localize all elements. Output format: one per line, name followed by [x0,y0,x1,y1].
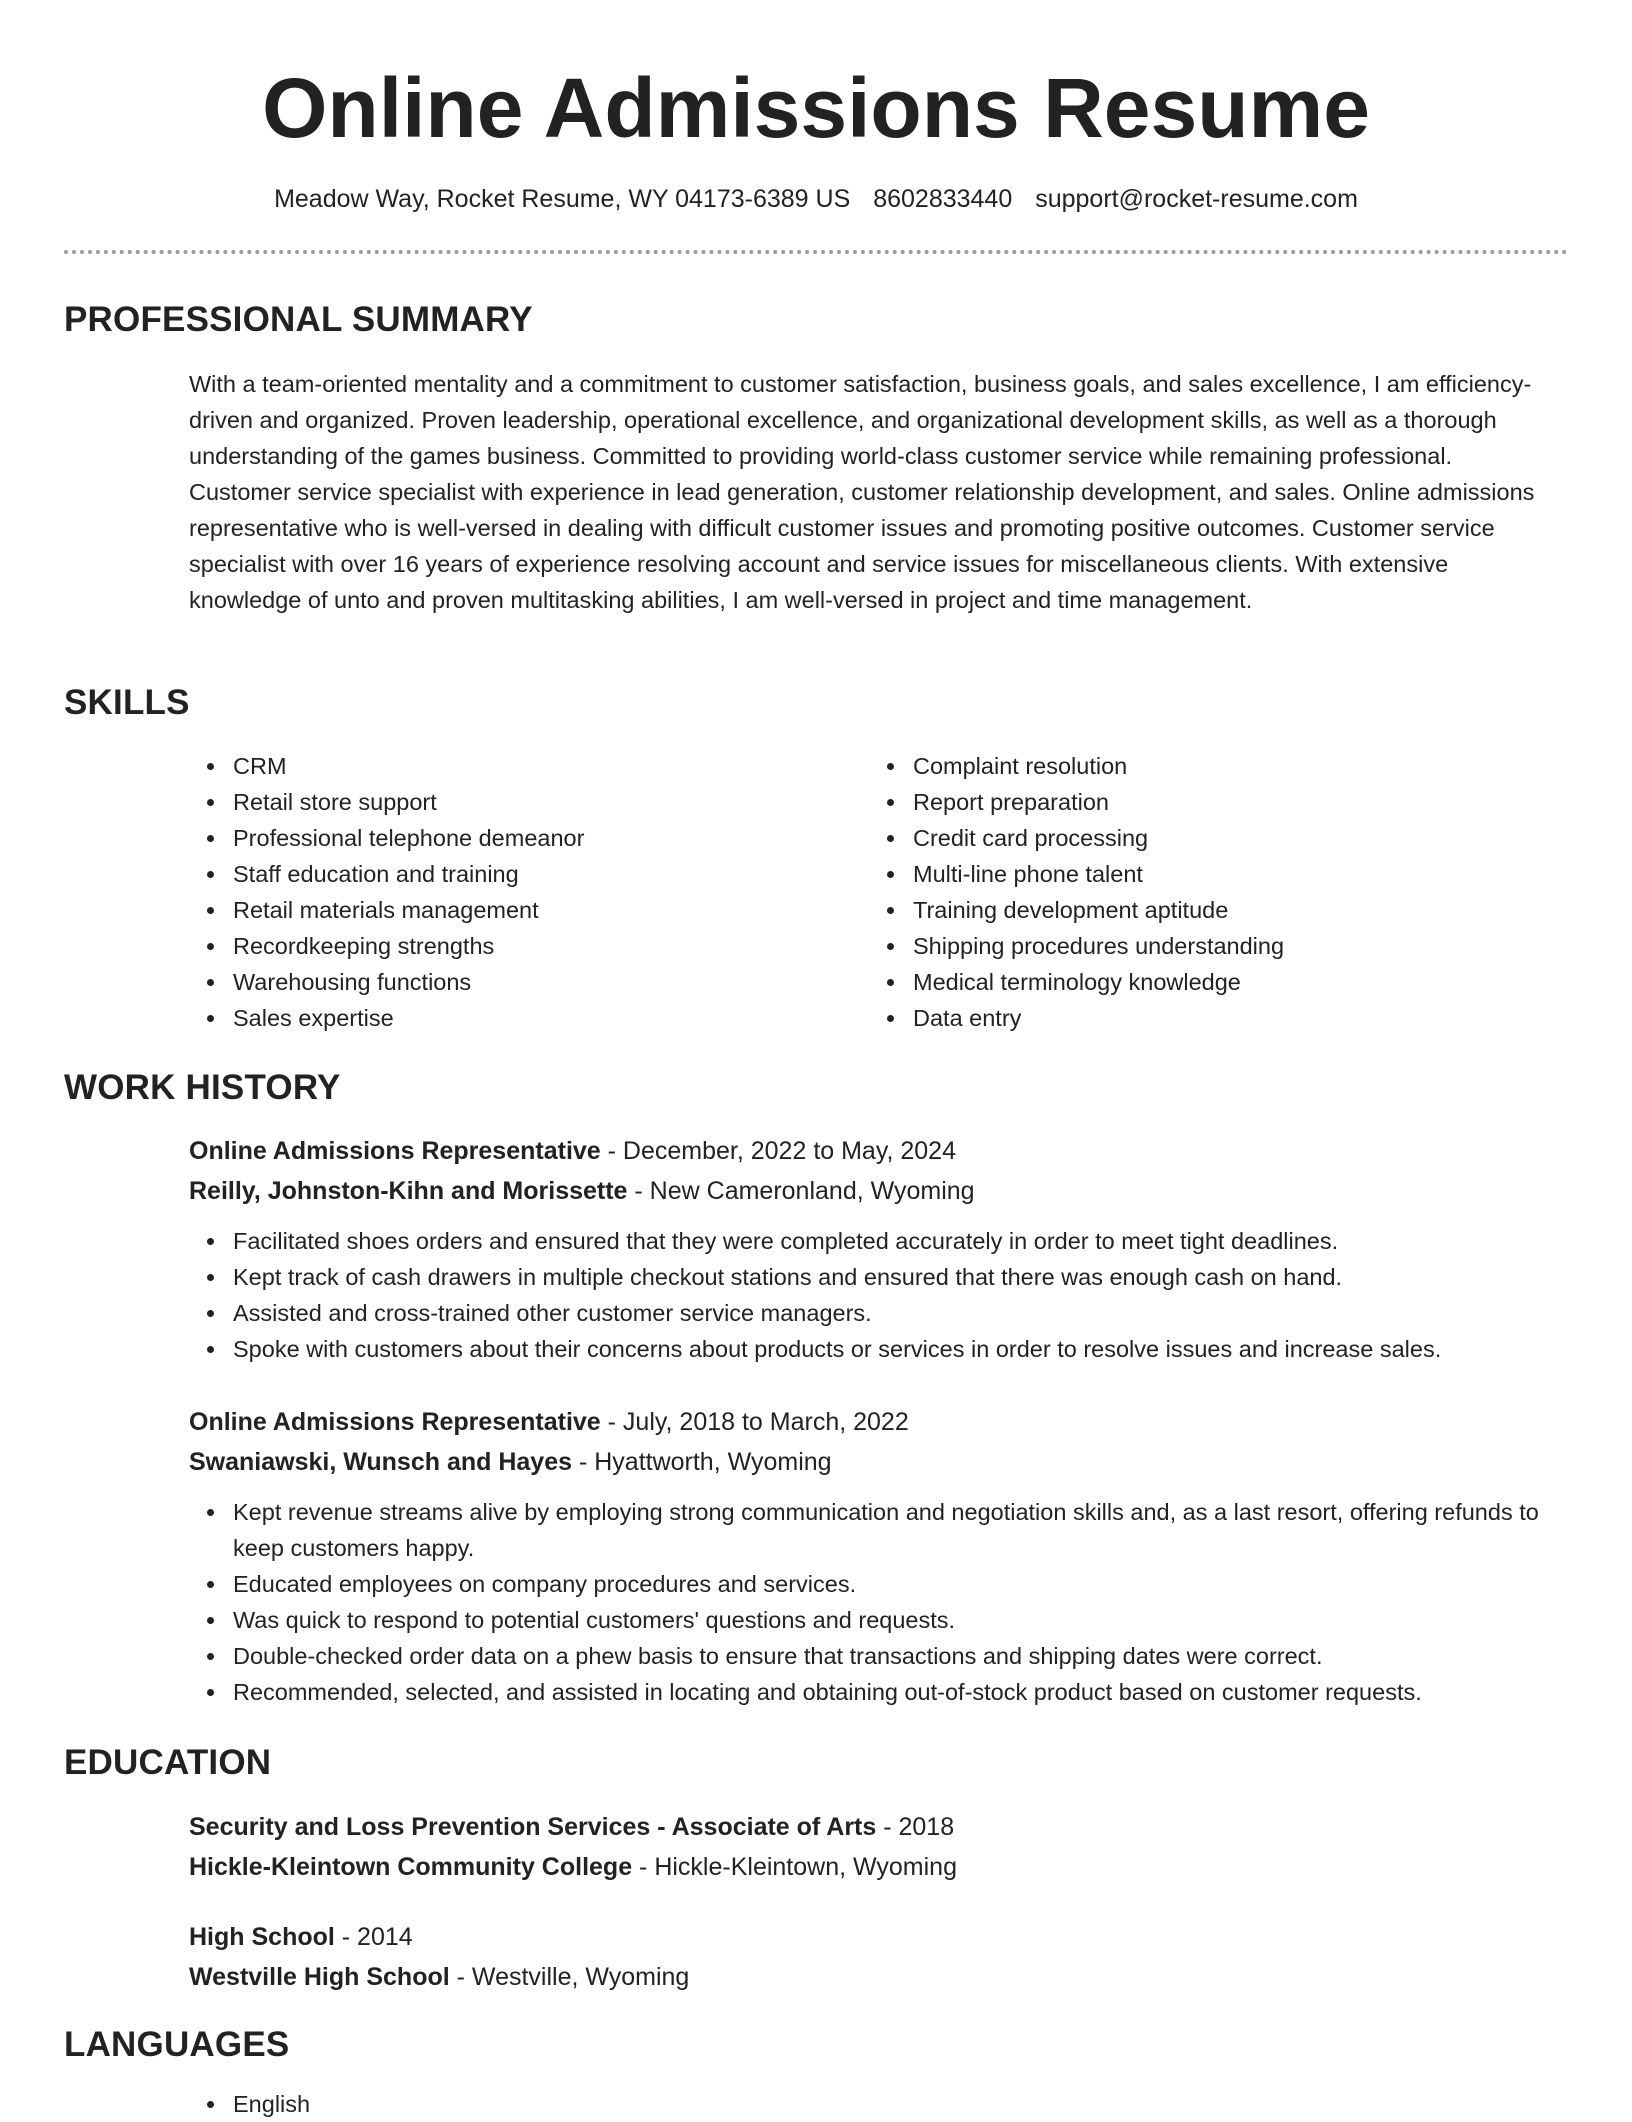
contact-line [0,182,1632,216]
job-title: Online Admissions Representative [189,1137,601,1165]
contact-address: Meadow Way, Rocket Resume, WY 04173-6389 US [274,185,851,213]
skill-item: Report preparation [869,784,1549,820]
work-bullet: Educated employees on company procedures and services. [189,1566,1559,1602]
skills-list [189,748,1559,1036]
summary-text: With a team-oriented mentality and a commitment to customer satisfaction, business goals, and sales excellence, I am efficiency-driven and organized. Proven leadership, operational excellence, and organizational development skills, as well as a thorough understanding of the games business. Committed to providing world-class customer service while remaining professional. Customer service specialist with experience in lead generation, customer relationship development, and sales. Online admissions representative who is well-versed in dealing with difficult customer issues and promoting positive outcomes. Customer service specialist with over 16 years of experience resolving account and service issues for miscellaneous clients. With extensive knowledge of unto and proven multitasking abilities, I am well-versed in project and time management. [189,371,1535,613]
work-entry [189,1402,1569,1710]
education-degree-line [189,1807,1569,1847]
company-name: Swaniawski, Wunsch and Hayes [189,1448,573,1476]
school-location: - Westville, Wyoming [449,1963,690,1991]
school-name: Westville High School [189,1963,450,1991]
contact-email: support@rocket-resume.com [1035,185,1358,213]
work-bullet: Assisted and cross-trained other customer service managers. [189,1295,1559,1331]
work-bullet: Recommended, selected, and assisted in locating and obtaining out-of-stock product based on customer requests. [189,1674,1559,1710]
skill-item: Retail materials management [189,892,869,928]
skill-item: Medical terminology knowledge [869,964,1549,1000]
work-bullets [189,1494,1559,1710]
degree-year: - 2014 [334,1923,413,1951]
skill-item: Data entry [869,1000,1549,1036]
header-divider [64,250,1568,254]
skill-item: Credit card processing [869,820,1549,856]
skill-item: Shipping procedures understanding [869,928,1549,964]
work-title-line [189,1402,1569,1442]
work-bullet: Facilitated shoes orders and ensured that they were completed accurately in order to meet tight deadlines. [189,1223,1559,1259]
degree-year: - 2018 [876,1813,955,1841]
education-entry [189,1917,1569,1997]
skill-item: CRM [189,748,869,784]
skill-item: Professional telephone demeanor [189,820,869,856]
skills-heading: SKILLS [64,683,190,722]
work-bullets [189,1223,1559,1367]
skill-item: Training development aptitude [869,892,1549,928]
skill-item: Staff education and training [189,856,869,892]
work-heading: WORK HISTORY [64,1068,341,1107]
skill-item: Multi-line phone talent [869,856,1549,892]
job-dates: - December, 2022 to May, 2024 [600,1137,956,1165]
work-company-line [189,1442,1569,1482]
degree-name: High School [189,1923,335,1951]
skill-item: Complaint resolution [869,748,1549,784]
company-location: - New Cameronland, Wyoming [627,1177,975,1205]
contact-phone: 8602833440 [873,185,1013,213]
school-location: - Hickle-Kleintown, Wyoming [632,1853,957,1881]
work-bullet: Kept revenue streams alive by employing strong communication and negotiation skills and, as a last resort, offering refunds to keep customers happy. [189,1494,1559,1566]
skill-item: Retail store support [189,784,869,820]
skill-item: Warehousing functions [189,964,869,1000]
education-school-line [189,1847,1569,1887]
skill-item: Recordkeeping strengths [189,928,869,964]
languages-list [189,2086,1559,2122]
skills-column-right [869,748,1549,1036]
skills-column-left [189,748,869,1036]
work-title-line [189,1131,1569,1171]
work-company-line [189,1171,1569,1211]
company-location: - Hyattworth, Wyoming [572,1448,832,1476]
company-name: Reilly, Johnston-Kihn and Morissette [189,1177,628,1205]
job-title: Online Admissions Representative [189,1408,601,1436]
summary-heading: PROFESSIONAL SUMMARY [64,300,533,339]
job-dates: - July, 2018 to March, 2022 [600,1408,909,1436]
work-bullet: Was quick to respond to potential customers' questions and requests. [189,1602,1559,1638]
language-item: English [189,2086,1559,2122]
degree-name: Security and Loss Prevention Services - Associate of Arts [189,1813,877,1841]
resume-title: Online Admissions Resume [262,61,1370,155]
work-bullet: Double-checked order data on a phew basis to ensure that transactions and shipping dates were correct. [189,1638,1559,1674]
education-entry [189,1807,1569,1887]
education-heading: EDUCATION [64,1743,272,1782]
work-entry [189,1131,1569,1367]
work-bullet: Kept track of cash drawers in multiple checkout stations and ensured that there was enough cash on hand. [189,1259,1559,1295]
work-bullet: Spoke with customers about their concerns about products or services in order to resolve issues and increase sales. [189,1331,1559,1367]
education-school-line [189,1957,1569,1997]
education-degree-line [189,1917,1569,1957]
skill-item: Sales expertise [189,1000,869,1036]
school-name: Hickle-Kleintown Community College [189,1853,633,1881]
languages-heading: LANGUAGES [64,2025,290,2064]
